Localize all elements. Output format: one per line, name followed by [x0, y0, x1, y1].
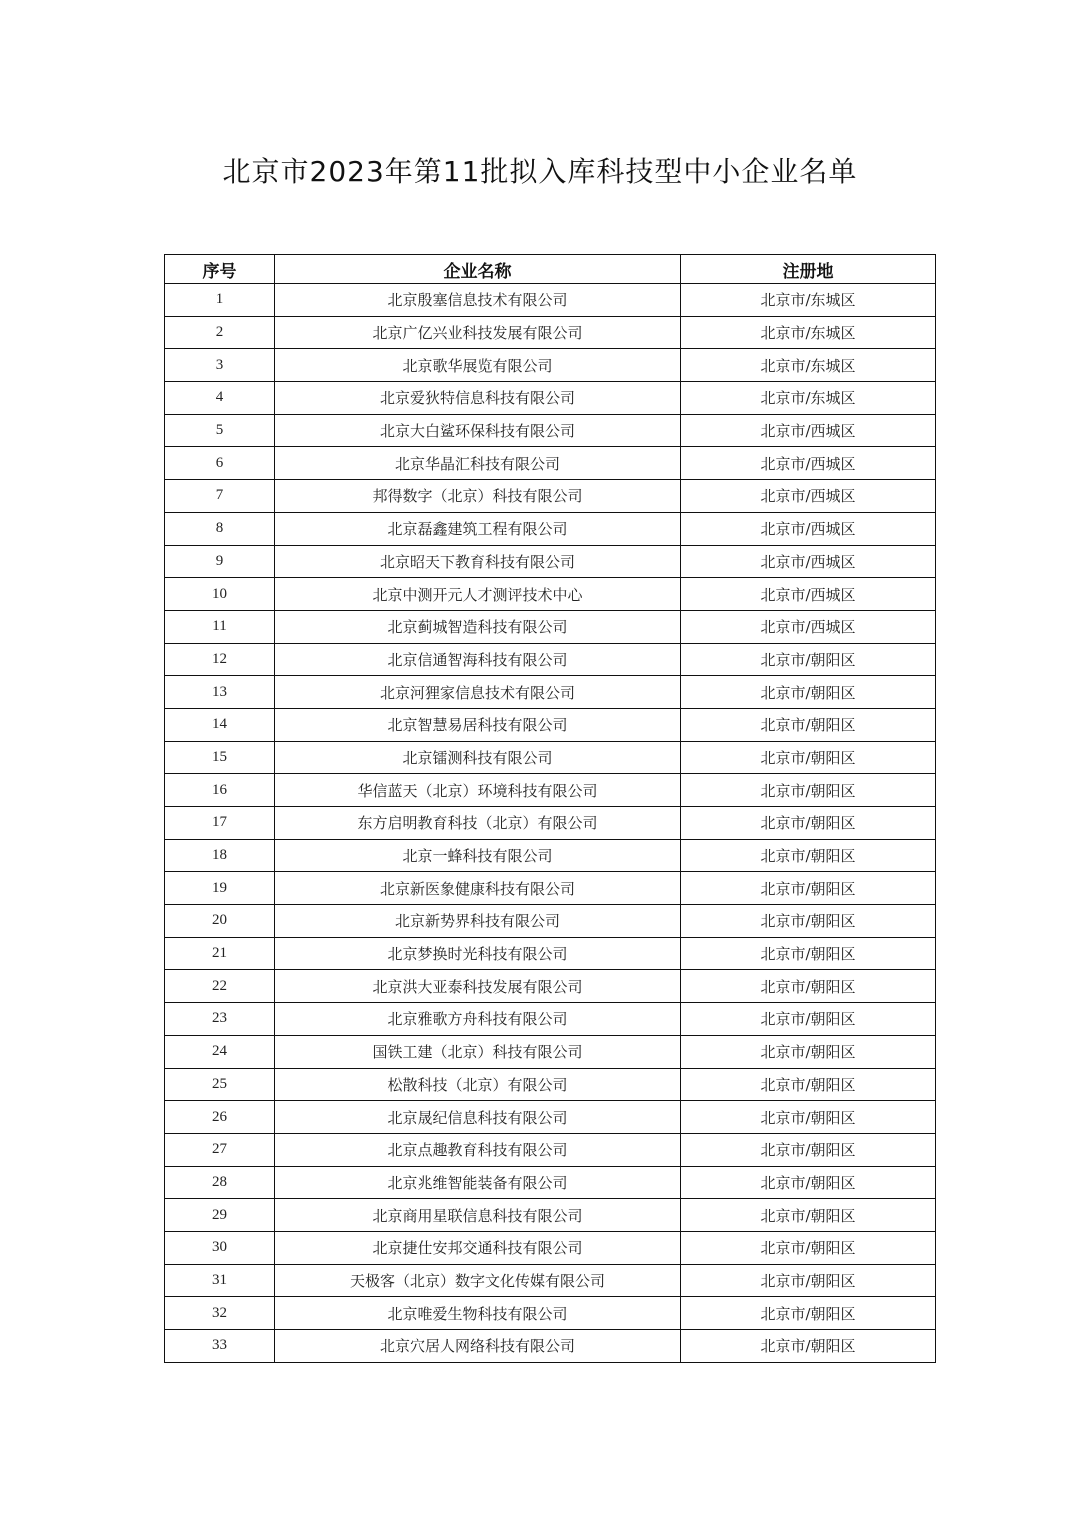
- row-index-cell: 25: [165, 1068, 275, 1101]
- table-row: [165, 1330, 936, 1363]
- row-index-cell: 6: [165, 447, 275, 480]
- registered-location-cell: 北京市/朝阳区: [681, 774, 936, 807]
- row-index-cell: 20: [165, 905, 275, 938]
- registered-location-cell: 北京市/朝阳区: [681, 676, 936, 709]
- table-row: [165, 284, 936, 317]
- table-body: [165, 284, 936, 1363]
- row-index-cell: 9: [165, 545, 275, 578]
- table-row: [165, 676, 936, 709]
- table-row: [165, 447, 936, 480]
- registered-location-cell: 北京市/朝阳区: [681, 807, 936, 840]
- registered-location-cell: 北京市/朝阳区: [681, 1133, 936, 1166]
- row-index-cell: 29: [165, 1199, 275, 1232]
- registered-location-cell: 北京市/朝阳区: [681, 872, 936, 905]
- registered-location-cell: 北京市/西城区: [681, 610, 936, 643]
- registered-location-cell: 北京市/朝阳区: [681, 1264, 936, 1297]
- company-name-cell: 北京兆维智能装备有限公司: [275, 1166, 681, 1199]
- row-index-cell: 2: [165, 316, 275, 349]
- table-row: [165, 1166, 936, 1199]
- company-name-cell: 松散科技（北京）有限公司: [275, 1068, 681, 1101]
- table-row: [165, 937, 936, 970]
- registered-location-cell: 北京市/西城区: [681, 512, 936, 545]
- row-index-cell: 28: [165, 1166, 275, 1199]
- company-name-cell: 北京镭测科技有限公司: [275, 741, 681, 774]
- company-name-cell: 北京智慧易居科技有限公司: [275, 708, 681, 741]
- table-row: [165, 643, 936, 676]
- company-name-cell: 北京歌华展览有限公司: [275, 349, 681, 382]
- company-name-cell: 北京梦换时光科技有限公司: [275, 937, 681, 970]
- registered-location-cell: 北京市/朝阳区: [681, 1101, 936, 1134]
- row-index-cell: 1: [165, 284, 275, 317]
- registered-location-cell: 北京市/朝阳区: [681, 905, 936, 938]
- row-index-cell: 7: [165, 480, 275, 513]
- registered-location-cell: 北京市/朝阳区: [681, 970, 936, 1003]
- registered-location-cell: 北京市/朝阳区: [681, 1003, 936, 1036]
- table-row: [165, 1133, 936, 1166]
- registered-location-cell: 北京市/朝阳区: [681, 708, 936, 741]
- row-index-cell: 15: [165, 741, 275, 774]
- company-name-cell: 北京昭天下教育科技有限公司: [275, 545, 681, 578]
- company-name-cell: 北京广亿兴业科技发展有限公司: [275, 316, 681, 349]
- row-index-cell: 14: [165, 708, 275, 741]
- table-header-row: [165, 255, 936, 284]
- row-index-cell: 22: [165, 970, 275, 1003]
- company-name-cell: 北京一蜂科技有限公司: [275, 839, 681, 872]
- table-row: [165, 316, 936, 349]
- registered-location-cell: 北京市/朝阳区: [681, 937, 936, 970]
- table-row: [165, 1199, 936, 1232]
- registered-location-cell: 北京市/朝阳区: [681, 1035, 936, 1068]
- table-row: [165, 807, 936, 840]
- row-index-cell: 21: [165, 937, 275, 970]
- company-name-cell: 北京华晶汇科技有限公司: [275, 447, 681, 480]
- table-row: [165, 905, 936, 938]
- table-row: [165, 1264, 936, 1297]
- table-row: [165, 349, 936, 382]
- company-name-cell: 北京河狸家信息技术有限公司: [275, 676, 681, 709]
- table-row: [165, 1297, 936, 1330]
- row-index-cell: 18: [165, 839, 275, 872]
- table-row: [165, 839, 936, 872]
- row-index-cell: 24: [165, 1035, 275, 1068]
- registered-location-cell: 北京市/朝阳区: [681, 643, 936, 676]
- registered-location-cell: 北京市/西城区: [681, 414, 936, 447]
- company-name-cell: 国铁工建（北京）科技有限公司: [275, 1035, 681, 1068]
- column-header-company-name: 企业名称: [275, 255, 681, 284]
- registered-location-cell: 北京市/东城区: [681, 284, 936, 317]
- company-name-cell: 东方启明教育科技（北京）有限公司: [275, 807, 681, 840]
- column-header-registered-location: 注册地: [681, 255, 936, 284]
- row-index-cell: 3: [165, 349, 275, 382]
- company-name-cell: 天极客（北京）数字文化传媒有限公司: [275, 1264, 681, 1297]
- registered-location-cell: 北京市/朝阳区: [681, 1297, 936, 1330]
- page-title: 北京市2023年第11批拟入库科技型中小企业名单: [222, 155, 858, 188]
- registered-location-cell: 北京市/东城区: [681, 349, 936, 382]
- row-index-cell: 23: [165, 1003, 275, 1036]
- company-name-cell: 北京穴居人网络科技有限公司: [275, 1330, 681, 1363]
- row-index-cell: 30: [165, 1231, 275, 1264]
- registered-location-cell: 北京市/朝阳区: [681, 1068, 936, 1101]
- table-row: [165, 382, 936, 415]
- table-row: [165, 708, 936, 741]
- row-index-cell: 8: [165, 512, 275, 545]
- company-name-cell: 北京点趣教育科技有限公司: [275, 1133, 681, 1166]
- table-row: [165, 1003, 936, 1036]
- company-name-cell: 北京晟纪信息科技有限公司: [275, 1101, 681, 1134]
- table-row: [165, 1101, 936, 1134]
- table-row: [165, 512, 936, 545]
- row-index-cell: 5: [165, 414, 275, 447]
- row-index-cell: 12: [165, 643, 275, 676]
- table-row: [165, 480, 936, 513]
- company-name-cell: 北京雅歌方舟科技有限公司: [275, 1003, 681, 1036]
- row-index-cell: 33: [165, 1330, 275, 1363]
- company-name-cell: 北京磊鑫建筑工程有限公司: [275, 512, 681, 545]
- registered-location-cell: 北京市/朝阳区: [681, 1166, 936, 1199]
- row-index-cell: 11: [165, 610, 275, 643]
- company-name-cell: 北京蓟城智造科技有限公司: [275, 610, 681, 643]
- company-name-cell: 北京商用星联信息科技有限公司: [275, 1199, 681, 1232]
- row-index-cell: 31: [165, 1264, 275, 1297]
- company-name-cell: 北京新势界科技有限公司: [275, 905, 681, 938]
- row-index-cell: 27: [165, 1133, 275, 1166]
- company-name-cell: 华信蓝天（北京）环境科技有限公司: [275, 774, 681, 807]
- row-index-cell: 13: [165, 676, 275, 709]
- registered-location-cell: 北京市/东城区: [681, 316, 936, 349]
- registered-location-cell: 北京市/朝阳区: [681, 839, 936, 872]
- registered-location-cell: 北京市/东城区: [681, 382, 936, 415]
- table-row: [165, 774, 936, 807]
- row-index-cell: 19: [165, 872, 275, 905]
- column-header-index: 序号: [165, 255, 275, 284]
- company-name-cell: 北京爱狄特信息科技有限公司: [275, 382, 681, 415]
- table-row: [165, 414, 936, 447]
- registered-location-cell: 北京市/朝阳区: [681, 1330, 936, 1363]
- registered-location-cell: 北京市/西城区: [681, 578, 936, 611]
- row-index-cell: 26: [165, 1101, 275, 1134]
- table-row: [165, 578, 936, 611]
- company-name-cell: 北京洪大亚泰科技发展有限公司: [275, 970, 681, 1003]
- row-index-cell: 17: [165, 807, 275, 840]
- company-name-cell: 北京中测开元人才测评技术中心: [275, 578, 681, 611]
- table-row: [165, 610, 936, 643]
- company-list-table: [164, 254, 936, 1363]
- registered-location-cell: 北京市/朝阳区: [681, 741, 936, 774]
- company-name-cell: 邦得数字（北京）科技有限公司: [275, 480, 681, 513]
- registered-location-cell: 北京市/西城区: [681, 545, 936, 578]
- registered-location-cell: 北京市/朝阳区: [681, 1231, 936, 1264]
- row-index-cell: 32: [165, 1297, 275, 1330]
- company-name-cell: 北京大白鲨环保科技有限公司: [275, 414, 681, 447]
- table-row: [165, 872, 936, 905]
- row-index-cell: 16: [165, 774, 275, 807]
- table-row: [165, 741, 936, 774]
- table-row: [165, 1035, 936, 1068]
- row-index-cell: 10: [165, 578, 275, 611]
- company-name-cell: 北京信通智海科技有限公司: [275, 643, 681, 676]
- table-row: [165, 1068, 936, 1101]
- table-row: [165, 545, 936, 578]
- registered-location-cell: 北京市/西城区: [681, 480, 936, 513]
- row-index-cell: 4: [165, 382, 275, 415]
- table-row: [165, 1231, 936, 1264]
- company-name-cell: 北京殷塞信息技术有限公司: [275, 284, 681, 317]
- company-name-cell: 北京捷仕安邦交通科技有限公司: [275, 1231, 681, 1264]
- registered-location-cell: 北京市/西城区: [681, 447, 936, 480]
- company-name-cell: 北京新医象健康科技有限公司: [275, 872, 681, 905]
- company-name-cell: 北京唯爱生物科技有限公司: [275, 1297, 681, 1330]
- table-row: [165, 970, 936, 1003]
- registered-location-cell: 北京市/朝阳区: [681, 1199, 936, 1232]
